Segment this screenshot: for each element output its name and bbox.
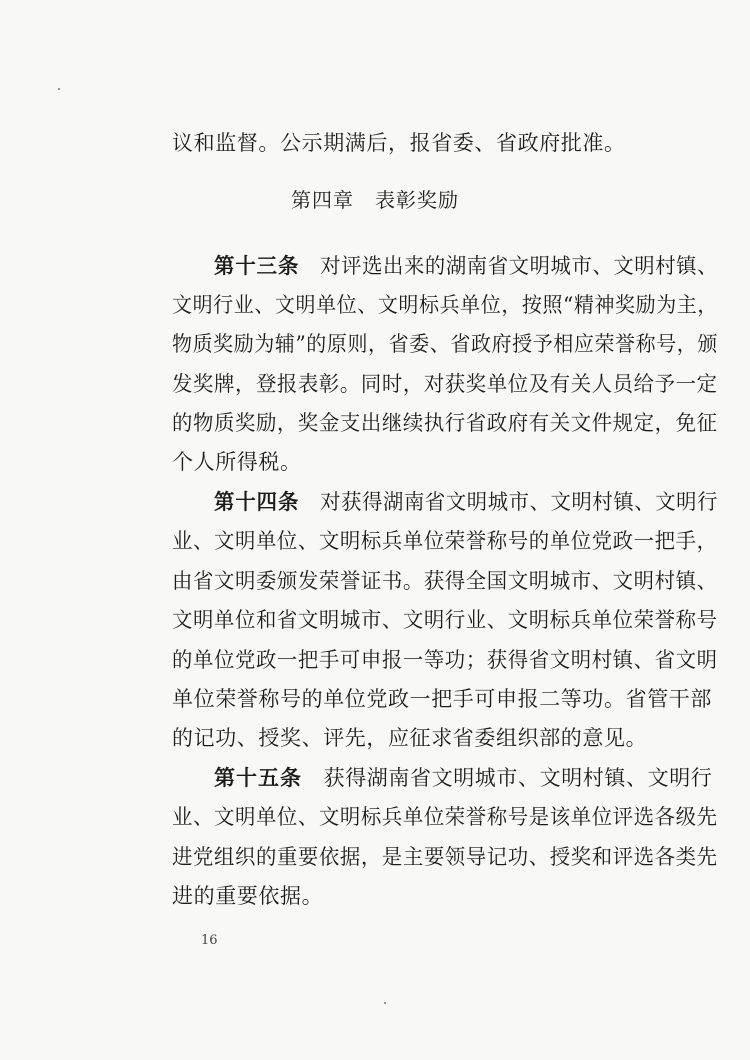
text-line: 单位荣誉称号的单位党政一把手可申报二等功。省管干部: [172, 687, 712, 711]
scan-speck: [58, 88, 60, 90]
article-15-first-line: [214, 764, 712, 792]
chapter-heading: 第四章 表彰奖励: [291, 188, 459, 212]
article-15-label: 第十五条: [214, 765, 302, 790]
article-13-text: 对评选出来的湖南省文明城市、文明村镇、: [299, 254, 718, 278]
text-line: 发奖牌，登报表彰。同时，对获奖单位及有关人员给予一定: [172, 372, 718, 396]
text-line: 的单位党政一把手可申报一等功；获得省文明村镇、省文明: [172, 648, 718, 672]
text-line: 文明行业、文明单位、文明标兵单位，按照“精神奖励为主，: [172, 293, 718, 317]
scan-speck: [384, 1002, 386, 1004]
text-line: 业、文明单位、文明标兵单位荣誉称号是该单位评选各级先: [172, 805, 718, 829]
article-14-text: 对获得湖南省文明城市、文明村镇、文明行: [299, 490, 718, 514]
text-line: 物质奖励为辅”的原则，省委、省政府授予相应荣誉称号，颁: [172, 332, 718, 356]
text-line: 进党组织的重要依据，是主要领导记功、授奖和评选各类先: [172, 845, 718, 869]
article-15-text: 获得湖南省文明城市、文明村镇、文明行: [302, 766, 713, 790]
text-line: 议和监督。公示期满后，报省委、省政府批准。: [172, 131, 626, 155]
article-14-first-line: [214, 488, 718, 516]
text-line: 文明单位和省文明城市、文明行业、文明标兵单位荣誉称号: [172, 608, 718, 632]
text-line: 进的重要依据。: [172, 884, 324, 908]
article-13-first-line: [214, 252, 718, 280]
article-14-label: 第十四条: [214, 489, 300, 514]
page-number: 16: [201, 933, 218, 948]
text-line: 业、文明单位、文明标兵单位荣誉称号的单位党政一把手，: [172, 529, 718, 553]
article-13-label: 第十三条: [214, 253, 300, 278]
text-line: 个人所得税。: [172, 450, 302, 474]
text-line: 的物质奖励，奖金支出继续执行省政府有关文件规定，免征: [172, 411, 718, 435]
text-line: 的记功、授奖、评先，应征求省委组织部的意见。: [172, 726, 648, 750]
text-line: 由省文明委颁发荣誉证书。获得全国文明城市、文明村镇、: [172, 569, 718, 593]
